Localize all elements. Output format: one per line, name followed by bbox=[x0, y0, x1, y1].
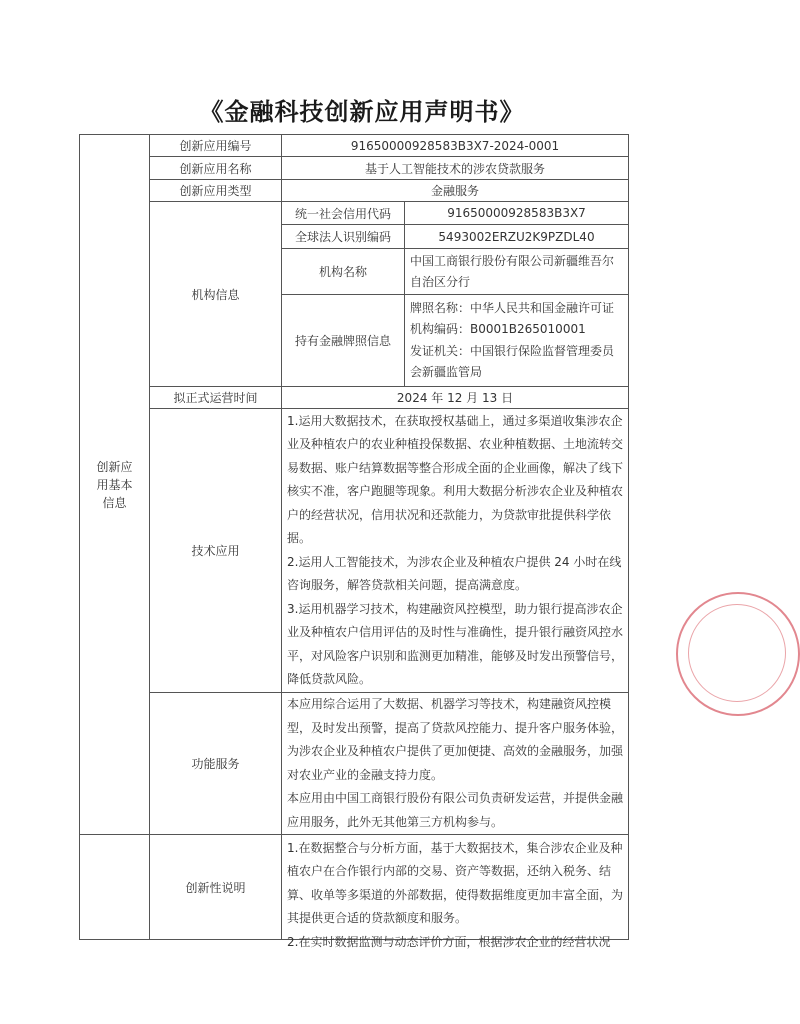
document-title: 《金融科技创新应用声明书》 bbox=[199, 98, 525, 126]
seal-inner-ring bbox=[688, 604, 786, 702]
declaration-table bbox=[79, 134, 629, 949]
tech-paragraph: 2.运用人工智能技术，为涉农企业及种植农户提供 24 小时在线咨询服务，解答贷款相关问题，提高满意度。 bbox=[287, 554, 622, 592]
org-name-value: 中国工商银行股份有限公司新疆维吾尔自治区分行 bbox=[405, 249, 629, 295]
org-label: 机构信息 bbox=[150, 202, 282, 387]
credit-code-label: 统一社会信用代码 bbox=[282, 202, 405, 225]
tech-paragraph: 3.运用机器学习技术，构建融资风控模型，助力银行提高涉农企业及种植农户信用评估的及时性与准确性，提升银行融资风控水平，对风险客户识别和监测更加精准，能够及时发出预警信号，降低贷款风险。 bbox=[287, 601, 624, 686]
innovation-paragraph: 1.在数据整合与分析方面，基于大数据技术，集合涉农企业及种植农户在合作银行内部的交易、资产等数据，还纳入税务、结算、收单等多渠道的外部数据，使得数据维度更加丰富全面，为其提供更合适的贷款额度和服务。 bbox=[287, 840, 624, 925]
lei-label: 全球法人识别编码 bbox=[282, 225, 405, 249]
tech-paragraph: 1.运用大数据技术，在获取授权基础上，通过多渠道收集涉农企业及种植农户的农业种植投保数据、农业种植数据、土地流转交易数据、账户结算数据等整合形成全面的企业画像，解决了线下核实不准，客户跑腿等现象。利用大数据分析涉农企业及种植农户的经营状况，信用状况和还款能力，为贷款审批提供科学依据。 bbox=[287, 413, 624, 545]
code-label: 创新应用编号 bbox=[150, 135, 282, 157]
function-label: 功能服务 bbox=[150, 693, 282, 835]
license-info bbox=[405, 295, 629, 387]
license-issuer: 发证机关：中国银行保险监督管理委员会新疆监管局 bbox=[410, 343, 615, 379]
name-value: 基于人工智能技术的涉农贷款服务 bbox=[282, 157, 629, 180]
function-paragraph: 本应用由中国工商银行股份有限公司负责研发运营，并提供金融应用服务，此外无其他第三方机构参与。 bbox=[287, 791, 624, 829]
credit-code-value: 91650000928583B3X7 bbox=[405, 202, 629, 225]
section-label-cell bbox=[80, 135, 150, 835]
innovation-label: 创新性说明 bbox=[150, 835, 282, 940]
launch-label: 拟正式运营时间 bbox=[150, 387, 282, 409]
function-paragraph: 本应用综合运用了大数据、机器学习等技术，构建融资风控模型，及时发出预警，提高了贷款风控能力、提升客户服务体验，为涉农企业及种植农户提供了更加便捷、高效的金融服务，加强对农业产业的金融支持力度。 bbox=[287, 697, 624, 782]
type-label: 创新应用类型 bbox=[150, 180, 282, 202]
function-content bbox=[282, 693, 629, 835]
lei-value: 5493002ERZU2K9PZDL40 bbox=[405, 225, 629, 249]
official-seal bbox=[676, 592, 800, 716]
code-value: 91650000928583B3X7-2024-0001 bbox=[282, 135, 629, 157]
tech-label: 技术应用 bbox=[150, 409, 282, 693]
license-name: 牌照名称：中华人民共和国金融许可证 bbox=[410, 300, 615, 315]
tech-content bbox=[282, 409, 629, 693]
org-name-label: 机构名称 bbox=[282, 249, 405, 295]
innovation-paragraph: 2.在实时数据监测与动态评价方面，根据涉农企业的经营状况 bbox=[287, 934, 611, 949]
license-label: 持有金融牌照信息 bbox=[282, 295, 405, 387]
launch-value: 2024 年 12 月 13 日 bbox=[282, 387, 629, 409]
type-value: 金融服务 bbox=[282, 180, 629, 202]
innovation-content bbox=[282, 835, 629, 949]
section-label: 创新应用基本信息 bbox=[96, 459, 133, 510]
license-number: 机构编码：B0001B265010001 bbox=[410, 322, 586, 336]
name-label: 创新应用名称 bbox=[150, 157, 282, 180]
